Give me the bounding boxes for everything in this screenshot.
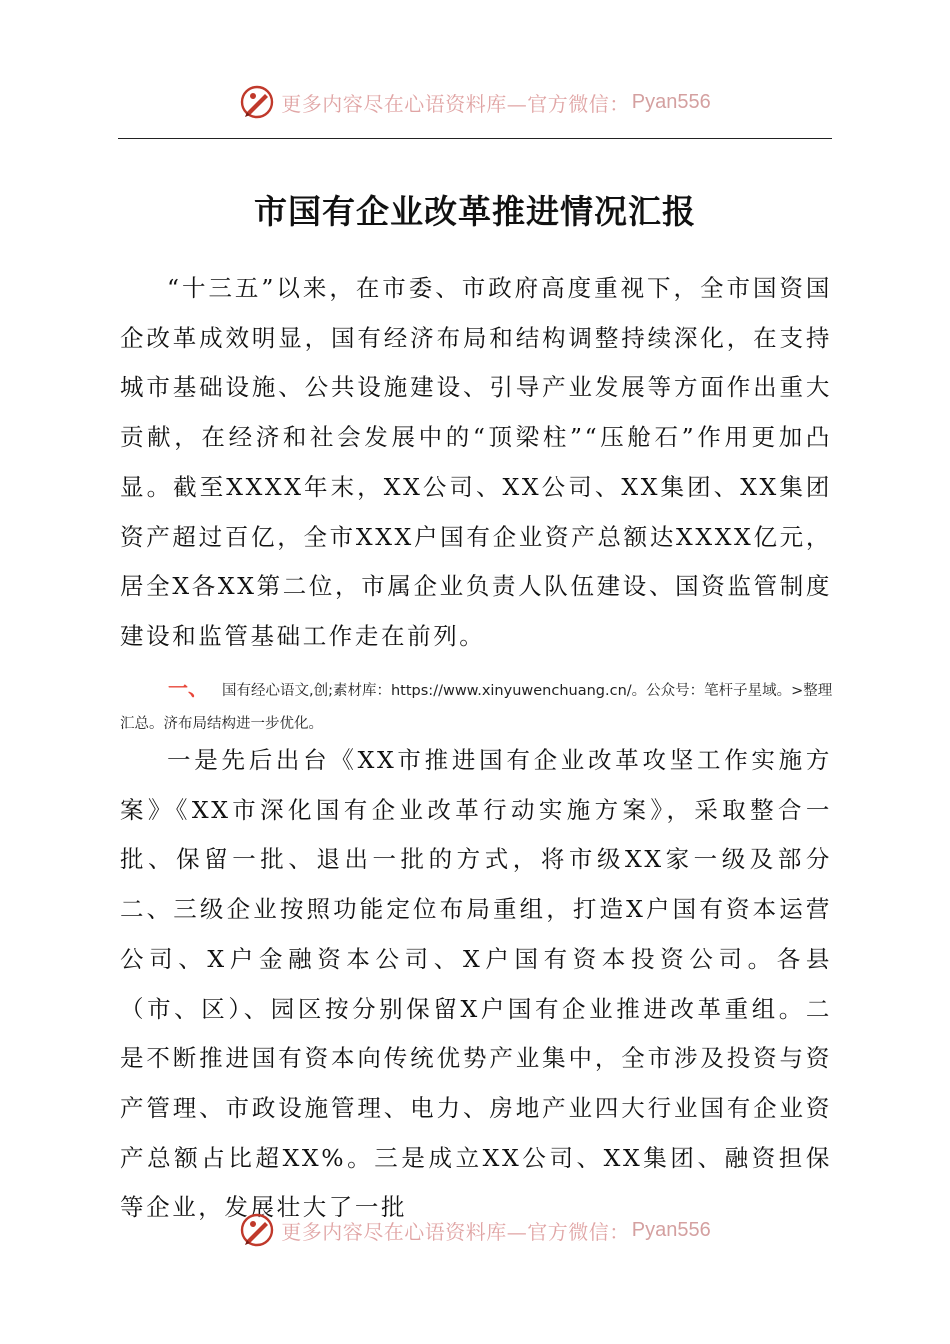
header-divider (118, 138, 832, 139)
section-1-note-text: 国有经心语文,创;素材库：https://www.xinyuwenchuang.cn/。公众号：笔杆子星域。>整理汇总。济布局结构进一步优化。 (120, 683, 833, 732)
body-paragraph-2: 一是先后出台《XX市推进国有企业改革攻坚工作实施方案》《XX市深化国有企业改革行动实施方案》，采取整合一批、保留一批、退出一批的方式，将市级XX家一级及部分二、三级企业按照功能定位布局重组，打造X户国有资本运营公司、X户金融资本公司、X户国有资本投资公司。各县（市、区）、园区按分别保留X户国有企业推进改革重组。二是不断推进国有资本向传统优势产业集中，全市涉及投资与资产管理、市政设施管理、电力、房地产业四大行业国有企业资产总额占比超XX%。三是成立XX公司、XX集团、融资担保等企业，发展壮大了一批 (120, 746, 832, 1222)
pen-logo-icon (239, 84, 275, 120)
banner-wechat-id: Pyan556 (631, 90, 711, 113)
section-1-number: 一、 (168, 676, 208, 700)
footer-watermark-banner (0, 1208, 950, 1252)
banner-text: 更多内容尽在心语资料库—官方微信： (281, 1219, 630, 1244)
pen-logo-icon (239, 1212, 275, 1248)
banner-text: 更多内容尽在心语资料库—官方微信： (281, 91, 630, 116)
body-paragraph-1: “十三五”以来，在市委、市政府高度重视下，全市国资国企改革成效明显，国有经济布局和结构调整持续深化，在支持城市基础设施、公共设施建设、引导产业发展等方面作出重大贡献，在经济和社会发展中的“顶梁柱”“压舱石”作用更加凸显。截至XXXX年末，XX公司、XX公司、XX集团、XX集团资产超过百亿，全市XXX户国有企业资产总额达XXXX亿元，居全X各XX第二位，市属企业负责人队伍建设、国资监管制度建设和监管基础工作走在前列。 (120, 274, 832, 650)
header-watermark-banner (0, 80, 950, 124)
section-1-heading (120, 672, 836, 741)
banner-wechat-id: Pyan556 (631, 1218, 711, 1241)
document-title: 市国有企业改革推进情况汇报 (254, 192, 696, 231)
